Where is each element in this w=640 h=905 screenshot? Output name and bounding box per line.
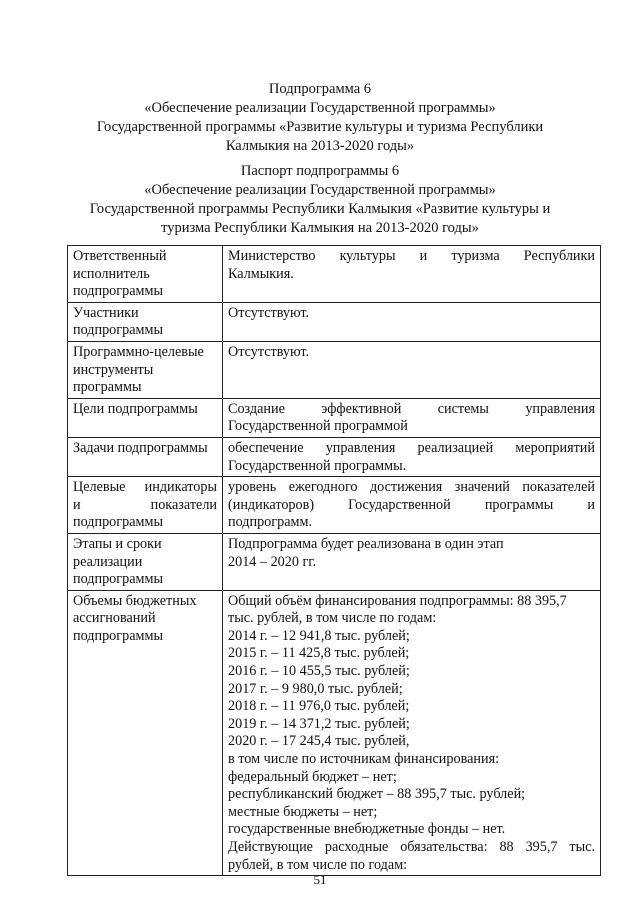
row-label-line: Этапы и сроки [73,535,162,552]
row-label-line: Объемы бюджетных [73,592,197,609]
subprogram-title-line: Государственной программы «Развитие культуры и туризма Республики [96,119,544,135]
row-label-line: Ответственный [73,248,167,264]
row-value [223,341,601,398]
subprogram-title-line: Калмыкия на 2013-2020 годы» [225,138,415,154]
passport-title-line: Паспорт подпрограммы 6 [240,163,400,179]
row-value-line: Государственной программой [228,418,408,435]
row-label-line: инструменты [73,361,154,378]
passport-title [40,162,600,238]
row-label-line: Задачи подпрограммы [73,439,208,456]
row-value-line: в том числе по источникам финансирования: [228,751,500,768]
row-value-line: федеральный бюджет – нет; [228,768,397,785]
row-value-line: Государственной программы. [228,457,407,474]
row-label [68,437,223,476]
row-value-line: тыс. рублей, в том числе по годам: [228,610,437,627]
page-number: 51 [313,872,327,887]
row-label [68,590,223,876]
passport-row [68,477,601,534]
row-label-line: Участники [73,304,139,321]
passport-title-line: туризма Республики Калмыкия на 2013-2020 годы» [161,220,479,236]
row-value-line: (индикаторов) Государственной программы и [228,496,595,513]
row-value-line: республиканский бюджет – 88 395,7 тыс. рублей; [228,786,526,803]
row-value [223,246,601,303]
row-value-line: государственные внебюджетные фонды – нет. [228,821,506,838]
row-value-line: Подпрограмма будет реализована в один этап [228,535,504,552]
row-value-line: 2015 г. – 11 425,8 тыс. рублей; [228,645,410,662]
row-label [68,398,223,437]
passport-row [68,590,601,876]
passport-row [68,302,601,341]
row-value-line: Министерство культуры и туризма Республики [228,248,595,264]
passport-table [67,245,601,876]
row-value [223,398,601,437]
passport-row [68,437,601,476]
row-label-line: Целевые индикаторы [73,479,217,496]
row-value-line: Действующие расходные обязательства: 88 395,7 тыс. [228,839,595,855]
row-value-line: 2019 г. – 14 371,2 тыс. рублей; [228,715,410,732]
row-label [68,477,223,534]
row-value-line: 2017 г. – 9 980,0 тыс. рублей; [228,680,403,697]
row-value-line: рублей, в том числе по годам: [228,856,408,873]
row-label-line: подпрограммы [73,571,163,588]
row-label-line: подпрограммы [73,322,163,339]
row-label [68,246,223,303]
row-value-line: Отсутствуют. [228,304,310,321]
row-value-line: обеспечение управления реализацией мероприятий [228,439,595,456]
row-label-line: подпрограммы [73,627,163,644]
passport-row [68,533,601,590]
row-label [68,302,223,341]
row-label [68,533,223,590]
row-label-line: подпрограммы [73,283,163,300]
subprogram-title-line: Подпрограмма 6 [268,81,372,97]
row-label [68,341,223,398]
row-value-line: 2020 г. – 17 245,4 тыс. рублей, [228,733,410,750]
row-value [223,590,601,876]
subprogram-title-line: «Обеспечение реализации Государственной программы» [144,100,496,116]
row-label-line: подпрограммы [73,514,163,531]
row-label-line: Программно-целевые [73,343,204,360]
row-value-line: 2014 г. – 12 941,8 тыс. рублей; [228,627,410,644]
row-label-line: исполнитель [73,265,150,282]
passport-row [68,246,601,303]
row-value [223,533,601,590]
row-value [223,302,601,341]
row-label-line: и показатели [73,496,217,513]
row-value [223,477,601,534]
row-value-line: 2018 г. – 11 976,0 тыс. рублей; [228,698,410,715]
row-value [223,437,601,476]
passport-title-line: Государственной программы Республики Калмыкия «Развитие культуры и [89,201,551,217]
row-value-line: уровень ежегодного достижения значений показателей [228,479,595,496]
row-value-line: 2016 г. – 10 455,5 тыс. рублей; [228,663,410,680]
row-value-line: подпрограмм. [228,514,312,531]
row-value-line: Калмыкия. [228,265,294,282]
row-label-line: программы [73,379,142,396]
row-value-line: Создание эффективной системы управления [228,400,595,417]
row-value-line: местные бюджеты – нет; [228,803,378,820]
row-label-line: реализации [73,553,143,570]
passport-row [68,398,601,437]
row-label-line: ассигнований [73,610,156,627]
passport-title-line: «Обеспечение реализации Государственной программы» [144,182,496,198]
passport-row [68,341,601,398]
row-value-line: Общий объём финансирования подпрограммы: 88 395,7 [228,592,567,609]
row-value-line: 2014 – 2020 гг. [228,553,317,570]
row-label-line: Цели подпрограммы [73,400,198,417]
row-value-line: Отсутствуют. [228,343,310,360]
subprogram-title [40,80,600,156]
